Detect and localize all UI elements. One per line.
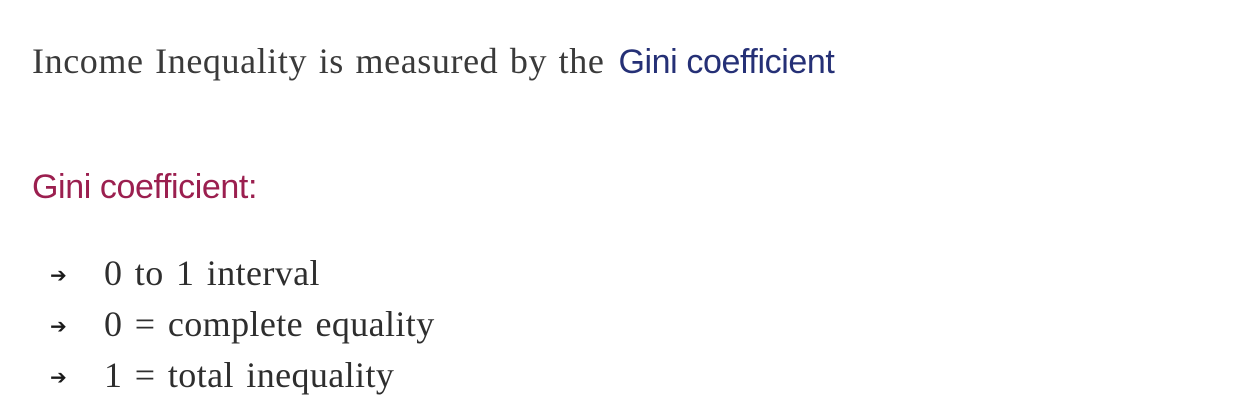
intro-line <box>32 40 834 88</box>
list-item <box>50 252 435 303</box>
right-arrow-icon: ➔ <box>50 263 67 287</box>
bullet-list <box>50 252 435 405</box>
right-arrow-icon: ➔ <box>50 365 67 389</box>
bullet-text: 0 to 1 interval <box>104 253 320 293</box>
right-arrow-icon: ➔ <box>50 314 67 338</box>
list-item <box>50 303 435 354</box>
intro-text: Income Inequality is measured by the <box>32 41 605 81</box>
list-item <box>50 354 435 405</box>
section-heading: Gini coefficient: <box>32 168 258 206</box>
bullet-text: 1 = total inequality <box>104 355 395 395</box>
bullet-text: 0 = complete equality <box>104 304 435 344</box>
gini-coefficient-highlight: Gini coefficient <box>618 43 835 81</box>
